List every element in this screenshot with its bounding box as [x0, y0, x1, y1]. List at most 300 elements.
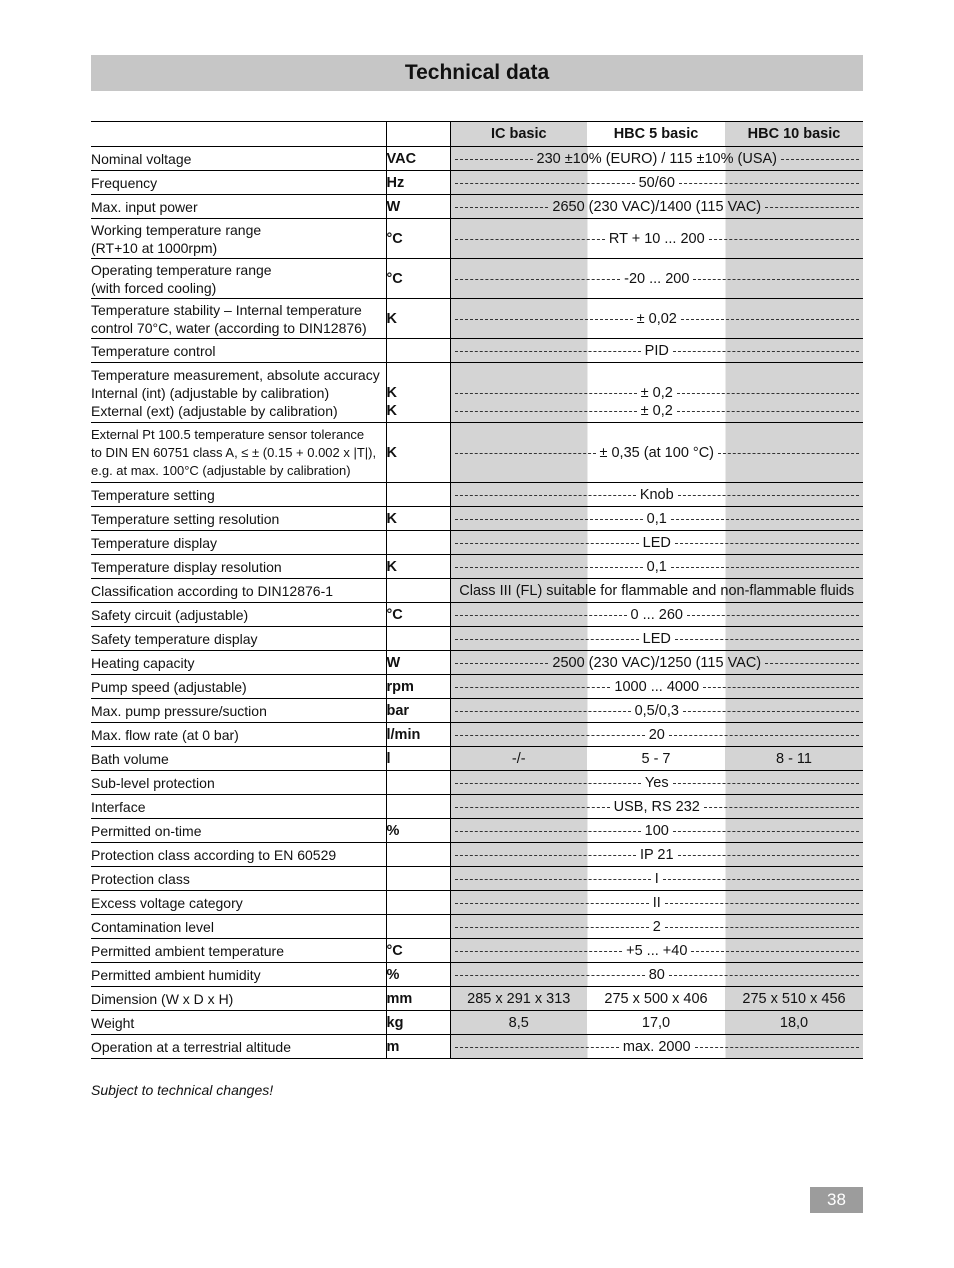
shared-value-cell [450, 579, 863, 603]
parameter-cell [91, 771, 386, 795]
dashed-value-line [451, 342, 864, 360]
dashed-value-line [451, 678, 864, 696]
table-row [91, 195, 863, 219]
dash-leader [695, 1047, 859, 1048]
shared-value: LED [642, 630, 671, 647]
unit-cell: W [386, 195, 450, 219]
parameter-line: Permitted ambient temperature [91, 942, 284, 959]
parameter-cell [91, 819, 386, 843]
dash-leader [675, 639, 859, 640]
title-bar [91, 55, 863, 91]
unit-cell [386, 339, 450, 363]
shared-value: LED [642, 534, 671, 551]
parameter-line: Protection class [91, 870, 190, 887]
header-hbc5-basic: HBC 5 basic [587, 122, 725, 147]
parameter-line: (RT+10 at 1000rpm) [91, 239, 218, 256]
unit-cell: °C [386, 219, 450, 259]
unit-cell [386, 579, 450, 603]
shared-value-cell [450, 723, 863, 747]
shared-value-cell [450, 651, 863, 675]
shared-value: -20 ... 200 [624, 270, 690, 287]
shared-value: 2 [652, 918, 661, 935]
unit-cell: K [386, 555, 450, 579]
unit-cell: Hz [386, 171, 450, 195]
shared-value-cell [450, 363, 863, 423]
table-row [91, 771, 863, 795]
dash-leader [681, 319, 859, 320]
shared-value-cell [450, 299, 863, 339]
parameter-line: Classification according to DIN12876-1 [91, 582, 334, 599]
value-cell: 275 x 500 x 406 [587, 987, 725, 1011]
parameter-cell [91, 195, 386, 219]
dash-leader [669, 735, 859, 736]
parameter-line: Contamination level [91, 918, 214, 935]
shared-value-cell [450, 483, 863, 507]
value-cell: 8,5 [450, 1011, 587, 1035]
shared-value: I [654, 870, 659, 887]
dashed-value-line [451, 726, 864, 744]
parameter-line: Temperature setting resolution [91, 510, 280, 527]
parameter-line: Operation at a terrestrial altitude [91, 1038, 291, 1055]
parameter-cell [91, 963, 386, 987]
table-row [91, 843, 863, 867]
table-row [91, 531, 863, 555]
dash-leader [455, 159, 533, 160]
shared-value: Knob [639, 486, 674, 503]
dashed-value-line [451, 558, 864, 576]
parameter-line: Max. input power [91, 198, 198, 215]
parameter-line: Temperature stability – Internal temperature [91, 301, 362, 318]
table-row [91, 963, 863, 987]
dashed-value-line [451, 966, 864, 984]
shared-value: 0,1 [646, 558, 667, 575]
parameter-cell [91, 219, 386, 259]
table-row [91, 651, 863, 675]
parameter-cell [91, 299, 386, 339]
dash-leader [671, 519, 859, 520]
parameter-cell [91, 339, 386, 363]
header-unit [386, 122, 450, 147]
unit-line: K [386, 402, 397, 419]
dashed-value-line [451, 894, 864, 912]
dash-leader [455, 735, 645, 736]
parameter-cell [91, 843, 386, 867]
unit-cell: m [386, 1035, 450, 1059]
parameter-cell [91, 603, 386, 627]
shared-value-cell [450, 915, 863, 939]
shared-value: ± 0,2 [640, 402, 673, 419]
dash-leader [455, 879, 651, 880]
table-row [91, 675, 863, 699]
unit-cell [386, 531, 450, 555]
shared-value: 230 ±10% (EURO) / 115 ±10% (USA) [536, 150, 777, 167]
parameter-line: Pump speed (adjustable) [91, 678, 247, 695]
parameter-cell [91, 651, 386, 675]
shared-value-cell [450, 171, 863, 195]
dashed-value-line [451, 310, 864, 328]
dash-leader [455, 543, 639, 544]
dash-leader [455, 207, 549, 208]
technical-changes-note: Subject to technical changes! [91, 1082, 274, 1098]
shared-value: 50/60 [638, 174, 675, 191]
parameter-line: control 70°C, water (according to DIN12876) [91, 319, 367, 336]
shared-value-cell [450, 795, 863, 819]
unit-cell: VAC [386, 147, 450, 171]
dashed-value-line [451, 1038, 864, 1056]
shared-value-cell [450, 843, 863, 867]
table-row [91, 603, 863, 627]
shared-value-cell [450, 963, 863, 987]
dash-leader [455, 711, 631, 712]
parameter-line: Temperature measurement, absolute accuracy [91, 366, 380, 383]
table-row [91, 339, 863, 363]
unit-line: K [386, 384, 397, 401]
dash-leader [455, 351, 641, 352]
table-row [91, 171, 863, 195]
table-row [91, 219, 863, 259]
table-row [91, 795, 863, 819]
parameter-line: Permitted on-time [91, 822, 202, 839]
page-title: Technical data [404, 61, 550, 84]
dash-leader [455, 783, 641, 784]
shared-value: ± 0,2 [640, 384, 673, 401]
dashed-value-line [451, 486, 864, 504]
dash-leader [765, 663, 859, 664]
dashed-value-line [451, 230, 864, 248]
shared-value: Yes [644, 774, 669, 791]
dash-leader [455, 239, 605, 240]
parameter-cell [91, 363, 386, 423]
unit-cell: °C [386, 939, 450, 963]
dash-leader [455, 1047, 619, 1048]
dashed-value-line [451, 510, 864, 528]
value-cell: 18,0 [725, 1011, 863, 1035]
shared-value: II [652, 894, 661, 911]
shared-value-cell [450, 147, 863, 171]
shared-value-cell [450, 259, 863, 299]
table-row [91, 867, 863, 891]
unit-cell: W [386, 651, 450, 675]
shared-value-cell [450, 819, 863, 843]
value-cell: 8 - 11 [725, 747, 863, 771]
shared-value-cell [450, 891, 863, 915]
unit-cell: rpm [386, 675, 450, 699]
parameter-line: External (ext) (adjustable by calibration) [91, 402, 338, 419]
parameter-line: Safety temperature display [91, 630, 258, 647]
unit-cell [386, 915, 450, 939]
parameter-line: Temperature display resolution [91, 558, 282, 575]
unit-cell: K [386, 299, 450, 339]
parameter-cell [91, 483, 386, 507]
parameter-cell [91, 867, 386, 891]
dash-leader [693, 279, 859, 280]
parameter-cell [91, 423, 386, 483]
table-row [91, 507, 863, 531]
dash-leader [673, 831, 859, 832]
dashed-value-line [451, 174, 864, 192]
shared-value: 2650 (230 VAC)/1400 (115 VAC) [552, 198, 762, 215]
shared-value: PID [644, 342, 669, 359]
dashed-value-line [451, 534, 864, 552]
unit-cell [386, 843, 450, 867]
shared-value: 0 ... 260 [630, 606, 683, 623]
parameter-cell [91, 987, 386, 1011]
parameter-line: Heating capacity [91, 654, 195, 671]
shared-value-cell [450, 1035, 863, 1059]
shared-value-cell [450, 603, 863, 627]
dash-leader [455, 453, 596, 454]
page-number: 38 [810, 1187, 863, 1213]
parameter-cell [91, 147, 386, 171]
dash-leader [679, 183, 859, 184]
unit-cell: bar [386, 699, 450, 723]
parameter-cell [91, 723, 386, 747]
dash-leader [665, 903, 859, 904]
shared-value-cell [450, 627, 863, 651]
shared-value: +5 ... +40 [626, 942, 688, 959]
dash-leader [455, 687, 611, 688]
parameter-line: (with forced cooling) [91, 279, 217, 296]
parameter-cell [91, 171, 386, 195]
header-ic-basic: IC basic [450, 122, 587, 147]
dash-leader [677, 393, 859, 394]
dash-leader [669, 975, 859, 976]
dash-leader [455, 615, 627, 616]
dash-leader [677, 411, 859, 412]
table-row [91, 579, 863, 603]
dash-leader [455, 411, 637, 412]
table-row [91, 1035, 863, 1059]
parameter-line: Sub-level protection [91, 774, 215, 791]
dash-leader [781, 159, 859, 160]
unit-cell [386, 891, 450, 915]
dash-leader [455, 319, 633, 320]
parameter-cell [91, 1011, 386, 1035]
parameter-cell [91, 507, 386, 531]
table-row [91, 915, 863, 939]
dashed-value-line [451, 702, 864, 720]
dashed-value-line [451, 798, 864, 816]
dashed-value-line [451, 384, 864, 402]
shared-value-cell [450, 771, 863, 795]
unit-cell: K [386, 423, 450, 483]
unit-cell: l/min [386, 723, 450, 747]
parameter-line: Permitted ambient humidity [91, 966, 261, 983]
table-row [91, 699, 863, 723]
table-row [91, 891, 863, 915]
parameter-cell [91, 675, 386, 699]
parameter-line: Temperature setting [91, 486, 215, 503]
dashed-value-line [451, 606, 864, 624]
unit-cell: kg [386, 1011, 450, 1035]
dash-leader [455, 183, 635, 184]
shared-value: 20 [648, 726, 665, 743]
dash-leader [455, 393, 637, 394]
parameter-cell [91, 699, 386, 723]
table-row [91, 423, 863, 483]
shared-value-cell [450, 339, 863, 363]
parameter-line: Working temperature range [91, 221, 262, 238]
parameter-line: Dimension (W x D x H) [91, 990, 234, 1007]
table-row [91, 147, 863, 171]
parameter-cell [91, 259, 386, 299]
unit-cell: % [386, 963, 450, 987]
shared-value: 80 [648, 966, 665, 983]
value-cell: 17,0 [587, 1011, 725, 1035]
parameter-line: Nominal voltage [91, 150, 192, 167]
unit-cell [386, 363, 450, 423]
parameter-cell [91, 627, 386, 651]
parameter-line: Bath volume [91, 750, 169, 767]
parameter-line: Temperature control [91, 342, 216, 359]
table-row [91, 483, 863, 507]
parameter-cell [91, 531, 386, 555]
shared-value: Class III (FL) suitable for flammable and non-flammable fluids [459, 582, 855, 599]
dash-leader [455, 279, 621, 280]
parameter-line: External Pt 100.5 temperature sensor tolerance [91, 426, 365, 442]
dash-leader [765, 207, 859, 208]
parameter-line: Max. flow rate (at 0 bar) [91, 726, 239, 743]
parameter-line: Max. pump pressure/suction [91, 702, 267, 719]
dash-leader [455, 519, 643, 520]
dash-leader [455, 495, 636, 496]
dash-leader [678, 855, 859, 856]
dash-leader [704, 807, 859, 808]
parameter-cell [91, 915, 386, 939]
shared-value-cell [450, 675, 863, 699]
unit-cell [386, 795, 450, 819]
dashed-value-line [451, 870, 864, 888]
dash-leader [455, 807, 610, 808]
parameter-line: Frequency [91, 174, 158, 191]
unit-cell [386, 627, 450, 651]
parameter-line: to DIN EN 60751 class A, ≤ ± (0.15 + 0.002 x |T|), [91, 444, 377, 460]
shared-value-cell [450, 699, 863, 723]
table-row [91, 299, 863, 339]
table-row [91, 259, 863, 299]
parameter-cell [91, 747, 386, 771]
header-parameter [91, 122, 386, 147]
value-cell: 275 x 510 x 456 [725, 987, 863, 1011]
unit-cell: °C [386, 259, 450, 299]
shared-value-cell [450, 219, 863, 259]
table-row [91, 939, 863, 963]
parameter-cell [91, 579, 386, 603]
shared-value-cell [450, 867, 863, 891]
table-header-row [91, 122, 863, 147]
dash-leader [687, 615, 859, 616]
dash-leader [709, 239, 859, 240]
dashed-value-line [451, 918, 864, 936]
shared-value: 100 [644, 822, 669, 839]
parameter-cell [91, 555, 386, 579]
dashed-value-line [451, 942, 864, 960]
shared-value-cell [450, 507, 863, 531]
unit-cell: l [386, 747, 450, 771]
table-row [91, 555, 863, 579]
dash-leader [703, 687, 859, 688]
dashed-value-line [451, 654, 864, 672]
dash-leader [455, 567, 643, 568]
shared-value: 0,5/0,3 [634, 702, 679, 719]
dash-leader [663, 879, 859, 880]
parameter-line: Internal (int) (adjustable by calibration) [91, 384, 330, 401]
table-row [91, 819, 863, 843]
dashed-value-line [451, 774, 864, 792]
dashed-value-line [451, 444, 864, 462]
parameter-line: Protection class according to EN 60529 [91, 846, 337, 863]
dash-leader [455, 831, 641, 832]
shared-value-cell [450, 555, 863, 579]
dash-leader [671, 567, 859, 568]
shared-value: USB, RS 232 [613, 798, 700, 815]
dash-leader [665, 927, 859, 928]
unit-cell: mm [386, 987, 450, 1011]
dashed-value-line [451, 630, 864, 648]
shared-value: IP 21 [639, 846, 674, 863]
shared-value: RT + 10 ... 200 [608, 230, 705, 247]
dash-leader [455, 903, 649, 904]
shared-value-cell [450, 195, 863, 219]
table-row [91, 987, 863, 1011]
parameter-line: Excess voltage category [91, 894, 243, 911]
dash-leader [675, 543, 859, 544]
parameter-line: Safety circuit (adjustable) [91, 606, 249, 623]
shared-value: ± 0,02 [636, 310, 677, 327]
shared-value-cell [450, 531, 863, 555]
dashed-value-line [451, 150, 864, 168]
table-row [91, 1011, 863, 1035]
technical-data-table [91, 121, 863, 1059]
table-row [91, 747, 863, 771]
parameter-line: e.g. at max. 100°C (adjustable by calibration) [91, 462, 351, 478]
value-cell: 5 - 7 [587, 747, 725, 771]
table-row [91, 363, 863, 423]
unit-cell [386, 771, 450, 795]
parameter-line: Temperature display [91, 534, 218, 551]
dash-leader [455, 639, 639, 640]
parameter-cell [91, 891, 386, 915]
dashed-value-line [451, 198, 864, 216]
shared-value: 2500 (230 VAC)/1250 (115 VAC) [552, 654, 762, 671]
dash-leader [673, 351, 859, 352]
dashed-value-line [451, 822, 864, 840]
header-hbc10-basic: HBC 10 basic [725, 122, 863, 147]
dash-leader [455, 855, 636, 856]
unit-cell: K [386, 507, 450, 531]
shared-value-cell [450, 939, 863, 963]
dashed-value-line [451, 402, 864, 420]
dash-leader [455, 663, 549, 664]
dash-leader [691, 951, 859, 952]
dashed-value-line [451, 270, 864, 288]
parameter-cell [91, 1035, 386, 1059]
dash-leader [673, 783, 859, 784]
parameter-line: Interface [91, 798, 146, 815]
parameter-cell [91, 939, 386, 963]
parameter-line: Weight [91, 1014, 135, 1031]
parameter-line: Operating temperature range [91, 261, 272, 278]
unit-cell: °C [386, 603, 450, 627]
parameter-cell [91, 795, 386, 819]
unit-cell [386, 483, 450, 507]
dashed-value-line [451, 846, 864, 864]
unit-cell [386, 867, 450, 891]
value-cell: 285 x 291 x 313 [450, 987, 587, 1011]
shared-value-cell [450, 423, 863, 483]
table-row [91, 723, 863, 747]
shared-value: ± 0,35 (at 100 °C) [599, 444, 715, 461]
